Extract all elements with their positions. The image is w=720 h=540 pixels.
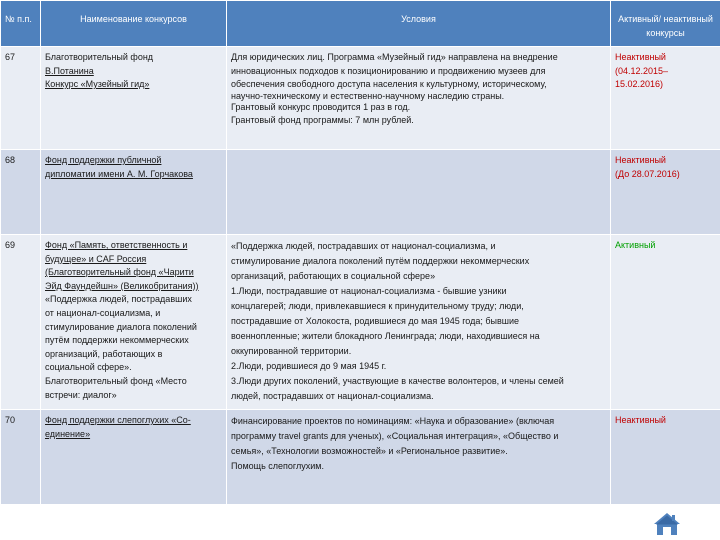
row-name[interactable] [41, 47, 227, 150]
name-line: Благотворительный фонд [45, 52, 154, 62]
home-icon[interactable] [653, 512, 681, 536]
row-conditions [227, 410, 611, 505]
conditions-line: оккупированной территории. [231, 346, 352, 356]
name-link[interactable]: дипломатии имени А. М. Горчакова [45, 168, 193, 179]
header-status: Активный/ неактивный конкурсы [611, 1, 720, 47]
name-link[interactable]: Эйд Фаундейшн» (Великобритания)) [45, 280, 199, 291]
conditions-line: стимулирование диалога поколений путём поддержки некоммерческих [231, 256, 530, 266]
status-line: Неактивный [615, 155, 666, 165]
header-num: № п.п. [1, 1, 41, 47]
name-link[interactable]: (Благотворительный фонд «Чарити [45, 267, 194, 278]
row-number: 67 [1, 47, 41, 150]
name-link[interactable]: Фонд «Память, ответственность и [45, 240, 188, 250]
conditions-line: концлагерей; люди, привлекавшиеся к принудительному труду; люди, [231, 301, 524, 311]
row-number: 70 [1, 410, 41, 505]
name-line: от национал-социализма, и [45, 307, 161, 318]
name-line: путём поддержки некоммерческих [45, 335, 189, 346]
home-icon-door [663, 527, 671, 535]
name-link[interactable]: будущее» и CAF Россия [45, 253, 147, 264]
status-line: Активный [615, 240, 656, 250]
conditions-line: организаций, работающих в социальной сфере» [231, 271, 436, 281]
conditions-line: Помощь слепоглухим. [231, 461, 324, 471]
name-link[interactable]: Фонд поддержки слепоглухих «Со- [45, 415, 191, 425]
table-row [1, 47, 720, 150]
name-link[interactable]: Фонд поддержки публичной [45, 155, 162, 165]
conditions-line: научно-техническому и естественно-научному наследию страны. [231, 90, 505, 101]
table-row [1, 235, 720, 410]
row-name[interactable] [41, 150, 227, 235]
header-conditions: Условия [227, 1, 611, 47]
row-conditions [227, 47, 611, 150]
row-status [611, 410, 720, 505]
name-line: «Поддержка людей, пострадавших [45, 294, 192, 305]
conditions-line: 1.Люди, пострадавшие от национал-социализма - бывшие узники [231, 286, 507, 296]
row-name[interactable] [41, 235, 227, 410]
table-row [1, 410, 720, 505]
status-line: Неактивный [615, 415, 666, 425]
name-line: Благотворительный фонд «Место [45, 375, 187, 386]
conditions-line: инновационных подходов к позиционированию и продвижению музеев для [231, 65, 546, 76]
table-row [1, 150, 720, 235]
name-link[interactable]: В.Потанина [45, 65, 94, 76]
conditions-line: семья», «Технологии возможностей» и «Региональное развитие». [231, 446, 508, 456]
conditions-line: людей, пострадавших от национал-социализма. [231, 391, 434, 401]
row-status [611, 47, 720, 150]
name-line: организаций, работающих в [45, 348, 163, 359]
row-status [611, 235, 720, 410]
conditions-line: Финансирование проектов по номинациям: «Наука и образование» (включая [231, 416, 555, 426]
conditions-line: Для юридических лиц. Программа «Музейный гид» направлена на внедрение [231, 52, 558, 62]
header-row [1, 1, 720, 47]
conditions-line: пострадавшие от Холокоста, родившиеся до мая 1945 года; бывшие [231, 316, 520, 326]
name-link[interactable]: единение» [45, 428, 91, 439]
row-conditions [227, 150, 611, 235]
status-line: (До 28.07.2016) [615, 168, 680, 179]
conditions-line: Грантовый конкурс проводится 1 раз в год. [231, 101, 411, 112]
row-status [611, 150, 720, 235]
conditions-line: обеспечения свободного доступа населения к культурному, историческому, [231, 79, 547, 90]
name-line: стимулирование диалога поколений [45, 321, 197, 332]
name-line: встречи: диалог» [45, 389, 117, 400]
conditions-line: Грантовый фонд программы: 7 млн рублей. [231, 115, 414, 126]
conditions-line: «Поддержка людей, пострадавших от национал-социализма, и [231, 241, 496, 251]
home-icon-chimney [672, 515, 675, 521]
row-number: 68 [1, 150, 41, 235]
header-name: Наименование конкурсов [41, 1, 227, 47]
conditions-line: 2.Люди, родившиеся до 9 мая 1945 г. [231, 361, 387, 371]
conditions-line: программу travel grants для ученых), «Социальная интеграция», «Общество и [231, 431, 559, 441]
status-line: 15.02.2016) [615, 79, 664, 90]
status-line: (04.12.2015– [615, 65, 669, 76]
row-number: 69 [1, 235, 41, 410]
name-link[interactable]: Конкурс «Музейный гид» [45, 79, 150, 90]
conditions-line: военнопленные; жители блокадного Ленинграда; люди, находившиеся на [231, 331, 540, 341]
status-line: Неактивный [615, 52, 666, 62]
name-line: социальной сфере». [45, 362, 132, 373]
row-conditions [227, 235, 611, 410]
conditions-line: 3.Люди других поколений, участвующие в качестве волонтеров, и члены семей [231, 376, 564, 386]
row-name[interactable] [41, 410, 227, 505]
